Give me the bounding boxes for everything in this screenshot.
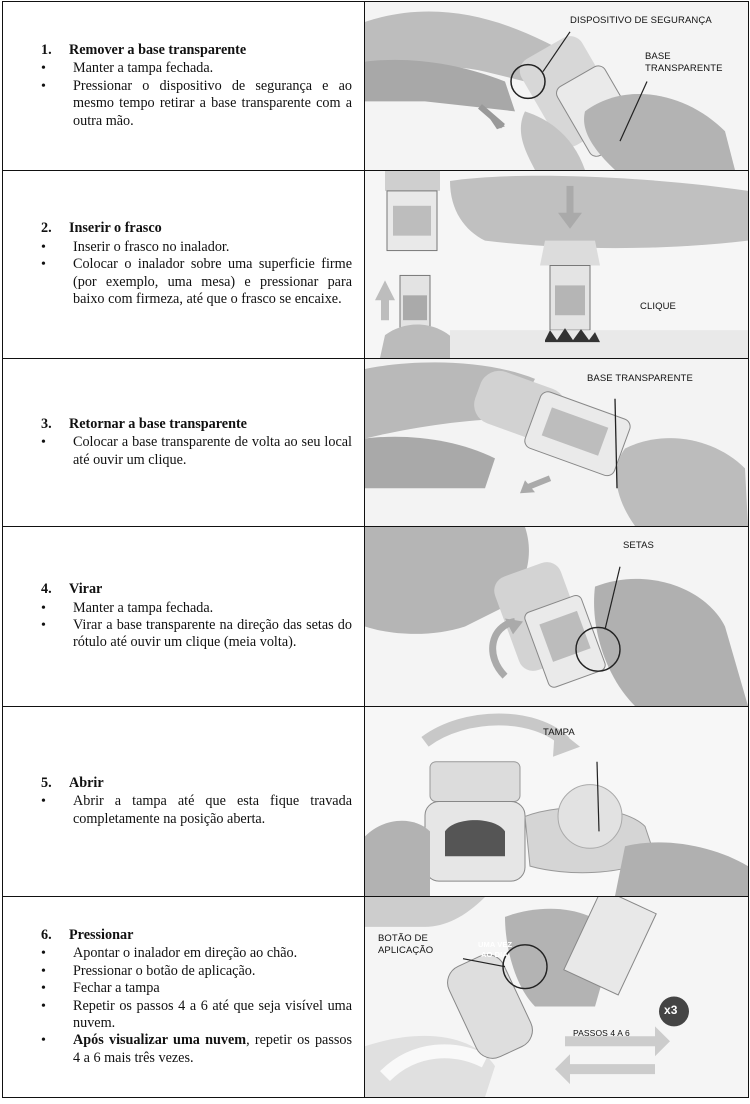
step-6-bullet-2: • Pressionar o botão de aplicação. bbox=[41, 963, 352, 980]
step-6-label-passos: PASSOS 4 A 6 bbox=[573, 1028, 630, 1038]
step-1-text-cell bbox=[3, 2, 365, 171]
step-6-bullet-4: • Repetir os passos 4 a 6 até que seja visível uma nuvem. bbox=[41, 998, 352, 1033]
step-1-number: 1. bbox=[41, 41, 52, 58]
step-row-2 bbox=[3, 171, 749, 359]
step-5-title bbox=[41, 775, 352, 792]
step-3-bullet-1: • Colocar a base transparente de volta ao seu local até ouvir um clique. bbox=[41, 434, 352, 469]
step-2-photo-cell bbox=[365, 171, 749, 359]
step-5-title-text: Abrir bbox=[69, 774, 104, 791]
step-6-bullet-1: • Apontar o inalador em direção ao chão. bbox=[41, 945, 352, 962]
step-6-label-uma-vez: UMA VEZ bbox=[478, 940, 513, 949]
step-3-photo-cell bbox=[365, 359, 749, 527]
step-6-text-cell bbox=[3, 897, 365, 1098]
step-3-label-base-transparente: BASE TRANSPARENTE bbox=[587, 373, 693, 384]
step-6-photo bbox=[365, 897, 748, 1097]
step-1-title bbox=[41, 42, 352, 59]
step-6-badge-x3: x3 bbox=[664, 1003, 678, 1017]
step-6-number: 6. bbox=[41, 926, 52, 943]
step-1-photo bbox=[365, 2, 748, 170]
step-row-3 bbox=[3, 359, 749, 527]
step-4-text-cell bbox=[3, 527, 365, 707]
step-3-number: 3. bbox=[41, 415, 52, 432]
step-2-photo bbox=[365, 171, 748, 358]
step-4-photo-cell bbox=[365, 527, 749, 707]
step-6-bullet-3: • Fechar a tampa bbox=[41, 980, 352, 997]
step-3-photo bbox=[365, 359, 748, 526]
step-4-number: 4. bbox=[41, 581, 52, 598]
step-3-text-cell bbox=[3, 359, 365, 527]
step-6-title bbox=[41, 927, 352, 944]
step-6-bullet-5 bbox=[41, 1032, 352, 1067]
step-1-photo-cell bbox=[365, 2, 749, 171]
step-6-label-ao-dia: AO DIA bbox=[481, 950, 508, 959]
step-2-text-cell bbox=[3, 171, 365, 359]
step-1-label-safety-device: DISPOSITIVO DE SEGURANÇA bbox=[570, 15, 712, 26]
step-2-number: 2. bbox=[41, 220, 52, 237]
step-1-bullet-1: • Manter a tampa fechada. bbox=[41, 60, 352, 77]
step-row-5 bbox=[3, 707, 749, 897]
step-6-label-botao-de: BOTÃO DE bbox=[378, 933, 428, 944]
step-row-4 bbox=[3, 527, 749, 707]
step-5-label-tampa: TAMPA bbox=[543, 727, 575, 738]
step-1-label-transparente: TRANSPARENTE bbox=[645, 63, 723, 74]
step-4-bullet-2: • Virar a base transparente na direção das setas do rótulo até ouvir um clique (meia volta). bbox=[41, 617, 352, 652]
step-4-title bbox=[41, 581, 352, 598]
step-5-number: 5. bbox=[41, 774, 52, 791]
step-3-title-text: Retornar a base transparente bbox=[69, 415, 247, 432]
step-2-title bbox=[41, 220, 352, 237]
step-2-bullet-1: • Inserir o frasco no inalador. bbox=[41, 239, 352, 256]
step-1-title-text: Remover a base transparente bbox=[69, 41, 247, 58]
step-3-title bbox=[41, 416, 352, 433]
step-4-bullet-1: • Manter a tampa fechada. bbox=[41, 600, 352, 617]
step-6-bullet-5-bold: Após visualizar uma nuvem bbox=[73, 1032, 247, 1049]
step-6-title-text: Pressionar bbox=[69, 926, 134, 943]
steps-table bbox=[2, 1, 749, 1098]
step-6-bullet-5-rest: , repetir os passos 4 a 6 mais três vezes. bbox=[73, 1032, 353, 1066]
step-4-title-text: Virar bbox=[69, 581, 103, 598]
step-1-label-base: BASE bbox=[645, 51, 671, 62]
step-5-photo-cell bbox=[365, 707, 749, 897]
step-1-bullet-2: • Pressionar o dispositivo de segurança e ao mesmo tempo retirar a base transparente com a outra mão. bbox=[41, 78, 352, 130]
step-row-1 bbox=[3, 2, 749, 171]
step-4-photo bbox=[365, 527, 748, 706]
step-6-label-aplicacao: APLICAÇÃO bbox=[378, 945, 434, 956]
step-6-photo-cell bbox=[365, 897, 749, 1098]
step-2-label-clique: CLIQUE bbox=[640, 301, 676, 312]
step-2-title-text: Inserir o frasco bbox=[69, 220, 162, 237]
step-2-bullet-2: • Colocar o inalador sobre uma superficie firme (por exemplo, uma mesa) e pressionar para baixo com firmeza, até que o frasco se encaixe. bbox=[41, 256, 352, 308]
step-5-bullet-1: • Abrir a tampa até que esta fique travada completamente na posição aberta. bbox=[41, 793, 352, 828]
step-5-text-cell bbox=[3, 707, 365, 897]
step-4-label-setas: SETAS bbox=[623, 540, 654, 551]
step-row-6 bbox=[3, 897, 749, 1098]
